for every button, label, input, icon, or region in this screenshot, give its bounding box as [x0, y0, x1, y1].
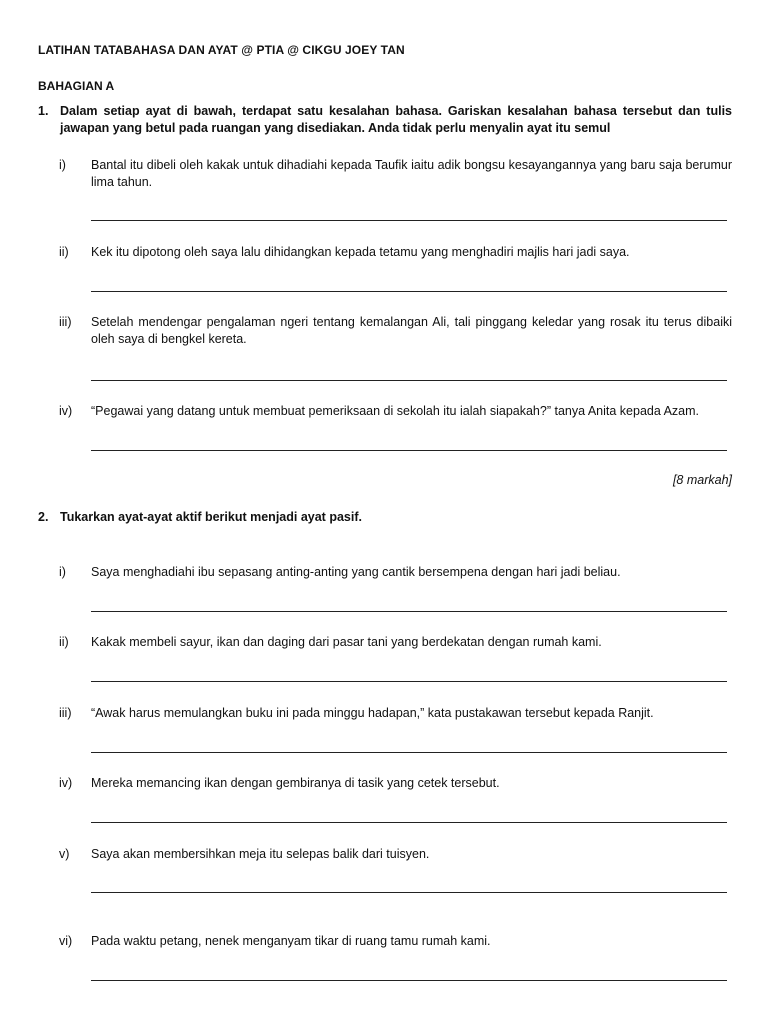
item-numeral: iv) — [59, 404, 73, 418]
item-numeral: i) — [59, 565, 66, 579]
item-numeral: i) — [59, 158, 66, 172]
question-1 — [38, 103, 732, 137]
item-sentence: Saya menghadiahi ibu sepasang anting-anting yang cantik bersempena dengan hari jadi beliau. — [91, 565, 621, 579]
item-sentence: Bantal itu dibeli oleh kakak untuk dihadiahi kepada Taufik iaitu adik bongsu kesayangannya yang baru saja berumur lima tahun. — [91, 158, 732, 189]
question-item — [59, 403, 732, 420]
question-item — [59, 244, 732, 261]
question-2 — [38, 509, 732, 526]
item-numeral: iii) — [59, 315, 72, 329]
question-item — [59, 705, 732, 722]
question-item — [59, 157, 732, 191]
question-instruction: Tukarkan ayat-ayat aktif berikut menjadi ayat pasif. — [60, 510, 362, 524]
answer-line[interactable] — [91, 220, 727, 221]
item-sentence: “Pegawai yang datang untuk membuat pemeriksaan di sekolah itu ialah siapakah?” tanya Anita kepada Azam. — [91, 404, 700, 418]
question-item — [59, 314, 732, 348]
answer-line[interactable] — [91, 980, 727, 981]
question-item — [59, 846, 732, 863]
answer-line[interactable] — [91, 892, 727, 893]
answer-line[interactable] — [91, 380, 727, 381]
item-sentence: Saya akan membersihkan meja itu selepas balik dari tuisyen. — [91, 847, 430, 861]
item-sentence: “Awak harus memulangkan buku ini pada minggu hadapan,” kata pustakawan tersebut kepada Ranjit. — [91, 706, 654, 720]
item-sentence: Kakak membeli sayur, ikan dan daging dari pasar tani yang berdekatan dengan rumah kami. — [91, 635, 602, 649]
item-numeral: ii) — [59, 245, 69, 259]
item-numeral: vi) — [59, 934, 73, 948]
question-number: 2. — [38, 510, 49, 524]
item-numeral: iv) — [59, 776, 73, 790]
answer-line[interactable] — [91, 822, 727, 823]
section-title: BAHAGIAN A — [38, 79, 115, 93]
answer-line[interactable] — [91, 450, 727, 451]
item-sentence: Setelah mendengar pengalaman ngeri tentang kemalangan Ali, tali pinggang keledar yang rosak itu terus dibaiki oleh saya di bengkel kereta. — [91, 315, 732, 346]
question-item — [59, 933, 732, 950]
worksheet-title: LATIHAN TATABAHASA DAN AYAT @ PTIA @ CIKGU JOEY TAN — [38, 43, 405, 57]
answer-line[interactable] — [91, 611, 727, 612]
question-number: 1. — [38, 104, 49, 118]
item-numeral: ii) — [59, 635, 69, 649]
item-numeral: iii) — [59, 706, 72, 720]
question-instruction: Dalam setiap ayat di bawah, terdapat satu kesalahan bahasa. Gariskan kesalahan bahasa tersebut dan tulis jawapan yang betul pada ruangan yang disediakan. Anda tidak perlu menyalin ayat itu semul — [60, 104, 732, 135]
answer-line[interactable] — [91, 681, 727, 682]
item-sentence: Kek itu dipotong oleh saya lalu dihidangkan kepada tetamu yang menghadiri majlis hari jadi saya. — [91, 245, 630, 259]
item-numeral: v) — [59, 847, 70, 861]
marks-label: [8 markah] — [672, 473, 732, 487]
item-sentence: Pada waktu petang, nenek menganyam tikar di ruang tamu rumah kami. — [91, 934, 491, 948]
answer-line[interactable] — [91, 291, 727, 292]
answer-line[interactable] — [91, 752, 727, 753]
question-item — [59, 564, 732, 581]
item-sentence: Mereka memancing ikan dengan gembiranya di tasik yang cetek tersebut. — [91, 776, 500, 790]
question-item — [59, 634, 732, 651]
question-item — [59, 775, 732, 792]
